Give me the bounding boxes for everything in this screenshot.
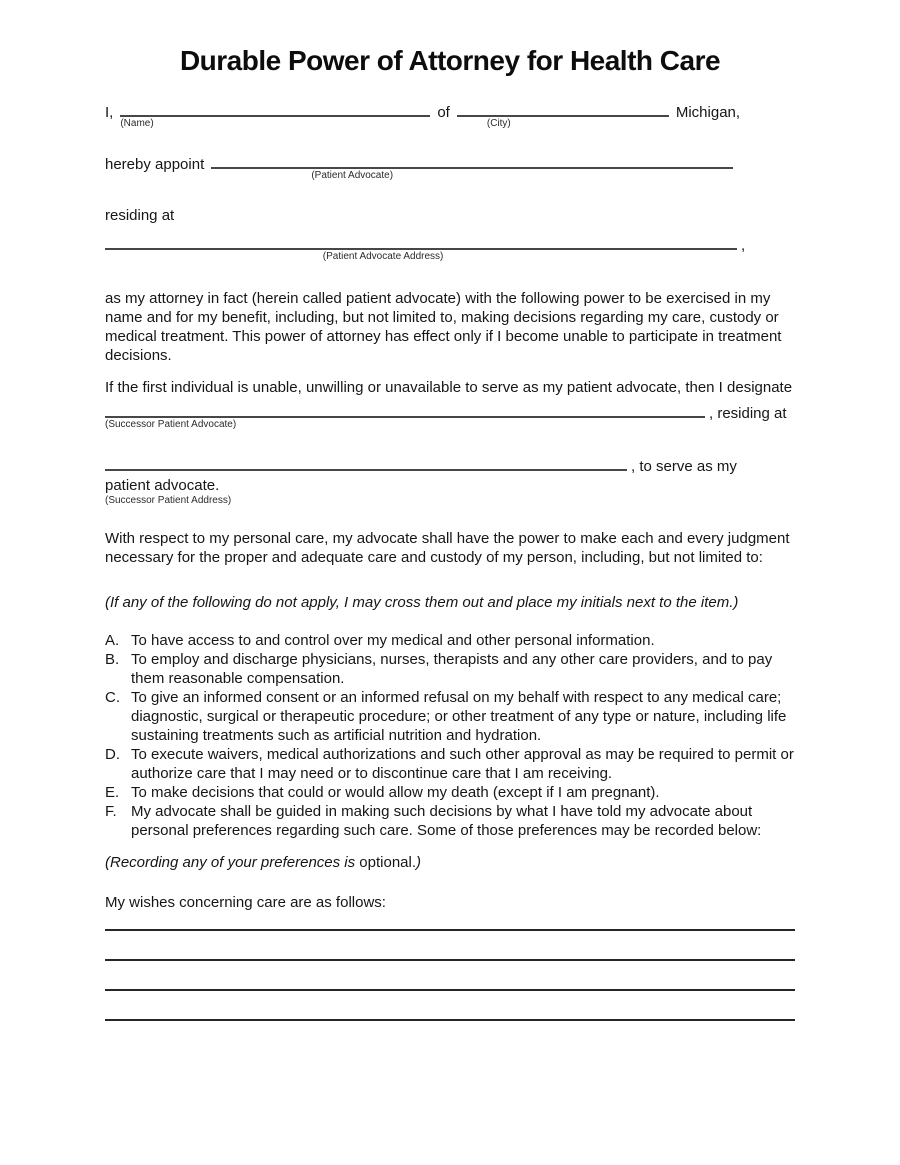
power-item-a — [105, 631, 795, 650]
recording-note — [105, 853, 795, 872]
name-label: (Name) — [120, 118, 154, 129]
care-paragraph: With respect to my personal care, my advocate shall have the power to make each and every judgment necessary for the proper and adequate care and custody of my person, including, but not limited to: — [105, 530, 790, 566]
wishes-lead: My wishes concerning care are as follows: — [105, 894, 386, 911]
patient-advocate-label: (Patient Advocate) — [311, 170, 394, 181]
intro-prefix: I, — [105, 104, 114, 121]
power-item-letter: E. — [105, 784, 120, 801]
city-blank[interactable] — [457, 102, 669, 129]
wishes-line[interactable] — [105, 961, 795, 991]
cross-out-note: (If any of the following do not apply, I may cross them out and place my initials next to the item.) — [105, 594, 739, 611]
power-item-text: To have access to and control over my medical and other personal information. — [131, 632, 655, 649]
patient-advocate-address-blank[interactable] — [105, 235, 737, 262]
recording-note-close: ) — [416, 854, 422, 871]
power-item-text: To execute waivers, medical authorizations and such other approval as may be required to permit or authorize care that I may need or to discontinue care that I am receiving. — [131, 746, 794, 782]
of-connector: of — [437, 104, 450, 121]
intro-row — [105, 102, 795, 129]
power-item-b — [105, 650, 795, 688]
successor-address-blank[interactable] — [105, 456, 627, 471]
page-title: Durable Power of Attorney for Health Care — [179, 45, 721, 76]
successor-intro: If the first individual is unable, unwilling or unavailable to serve as my patient advocate, then I designate — [105, 379, 793, 396]
powers-list — [105, 631, 795, 840]
powers-paragraph: as my attorney in fact (herein called patient advocate) with the following power to be exercised in my name and for my benefit, including, but not limited to, making decisions regarding my care, custody or medical treatment. This power of attorney has effect only if I become unable to participate in treatment decisions. — [105, 290, 782, 364]
power-item-text: My advocate shall be guided in making such decisions by what I have told my advocate about personal preferences regarding such care. Some of those preferences may be recorded below: — [131, 803, 762, 839]
wishes-line[interactable] — [105, 991, 795, 1021]
successor-address-suffix: , to serve as my — [631, 458, 737, 475]
wishes-lines — [105, 912, 795, 1021]
power-item-letter: C. — [105, 689, 120, 706]
power-item-letter: A. — [105, 632, 120, 649]
power-item-text: To make decisions that could or would allow my death (except if I am pregnant). — [131, 784, 660, 801]
successor-advocate-blank[interactable] — [105, 403, 705, 430]
address-row — [105, 235, 795, 262]
successor-advocate-label: (Successor Patient Advocate) — [105, 419, 237, 430]
successor-advocate-suffix: , residing at — [709, 405, 787, 422]
power-item-letter: D. — [105, 746, 120, 763]
appoint-row — [105, 154, 795, 181]
power-item-text: To give an informed consent or an informed refusal on my behalf with respect to any medical care; diagnostic, surgical or therapeutic procedure; or other treatment of any type or nature, including life sustaining treatments such as artificial nutrition and hydration. — [131, 689, 787, 744]
residing-at-lead: residing at — [105, 207, 175, 224]
power-item-letter: F. — [105, 803, 117, 820]
state-suffix: Michigan, — [675, 104, 741, 121]
successor-address-continuation: patient advocate. — [105, 477, 220, 494]
recording-note-roman: optional. — [355, 854, 417, 871]
patient-advocate-blank[interactable] — [211, 154, 733, 181]
address-trailing-comma: , — [741, 237, 746, 254]
wishes-line[interactable] — [105, 931, 795, 961]
power-item-e — [105, 783, 795, 802]
city-label: (City) — [486, 118, 511, 129]
successor-address-row — [105, 456, 795, 476]
power-item-text: To employ and discharge physicians, nurses, therapists and any other care providers, and to pay them reasonable compensation. — [131, 651, 773, 687]
recording-note-italic: (Recording any of your preferences is — [105, 854, 356, 871]
power-item-d — [105, 745, 795, 783]
power-item-letter: B. — [105, 651, 120, 668]
power-item-c — [105, 688, 795, 745]
successor-address-label: (Successor Patient Address) — [105, 495, 232, 506]
appoint-prefix: hereby appoint — [105, 156, 205, 173]
power-item-f — [105, 802, 795, 840]
patient-advocate-address-label: (Patient Advocate Address) — [322, 251, 444, 262]
wishes-line[interactable] — [105, 912, 795, 931]
successor-advocate-row — [105, 403, 795, 430]
successor-address-block — [105, 456, 795, 507]
name-blank[interactable] — [120, 102, 430, 129]
